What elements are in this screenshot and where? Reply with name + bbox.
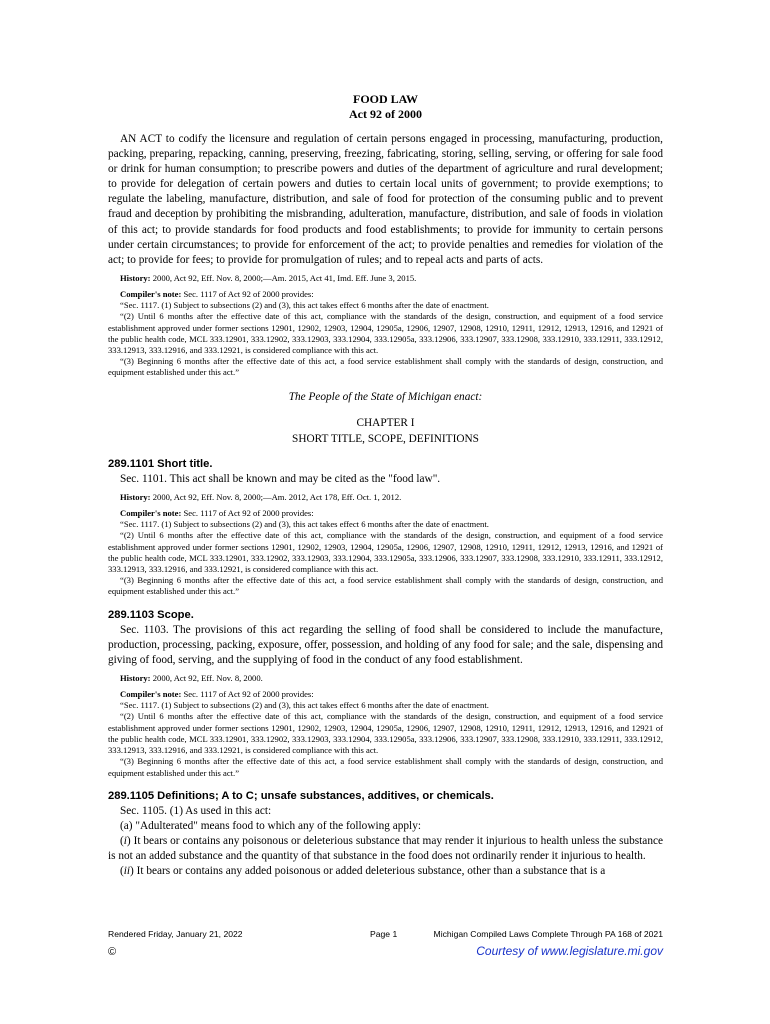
compiler-note-p3: “(3) Beginning 6 months after the effective date of this act, a food service establishment shall comply with the standards of design, construction, and equipment established under this act.” — [108, 356, 663, 378]
compiler-note — [108, 689, 663, 779]
history-text: 2000, Act 92, Eff. Nov. 8, 2000;—Am. 2012, Act 178, Eff. Oct. 1, 2012. — [152, 491, 402, 502]
compiler-note-p3: “(3) Beginning 6 months after the effective date of this act, a food service establishment shall comply with the standards of design, construction, and equipment established under this act.” — [108, 575, 663, 597]
compiler-note-intro: Sec. 1117 of Act 92 of 2000 provides: — [183, 507, 314, 518]
compiler-note-p2: “(2) Until 6 months after the effective date of this act, compliance with the standards of the design, construction, and equipment of a food service establishment approved under former sections 12901, 12902, 12903, 12904, 12905a, 12906, 12907, 12908, 12910, 12911, 12912, 12913, 12916, and 12921 of the public health code, MCL 333.12901, 333.12902, 333.12903, 333.12904, 333.12905a, 333.12906, 333.12907, 333.12908, 333.12910, 333.12911, 333.12912, 333.12913, 333.12916, and 333.12921, is considered compliance with this act. — [108, 530, 663, 574]
history-label: History: — [120, 672, 151, 683]
compiler-note-label: Compiler's note: — [120, 289, 182, 300]
history-label: History: — [120, 272, 151, 283]
item-text: ) It bears or contains any poisonous or deleterious substance that may render it injurious to health unless the substance is not an added substance and the quantity of that substance in the food does not ordinarily render it injurious to health. — [108, 834, 663, 862]
compiler-note-p2: “(2) Until 6 months after the effective date of this act, compliance with the standards of the design, construction, and equipment of a food service establishment approved under former sections 12901, 12902, 12903, 12904, 12905a, 12906, 12907, 12908, 12910, 12911, 12912, 12913, 12916, and 12921 of the public health code, MCL 333.12901, 333.12902, 333.12903, 333.12904, 333.12905a, 333.12906, 333.12907, 333.12908, 333.12910, 333.12911, 333.12912, 333.12913, 333.12916, and 333.12921, is considered compliance with this act. — [108, 711, 663, 756]
section-body-1105 — [108, 804, 663, 879]
item-number: ii — [123, 865, 131, 878]
chapter-heading — [108, 415, 663, 447]
compiler-note — [108, 289, 663, 379]
act-title-block — [108, 92, 663, 122]
compiler-note-p3: “(3) Beginning 6 months after the effective date of this act, a food service establishment shall comply with the standards of design, construction, and equipment established under this act.” — [108, 756, 663, 778]
compiler-note-p1: “Sec. 1117. (1) Subject to subsections (2) and (3), this act takes effect 6 months after the date of enactment. — [120, 300, 489, 311]
history-label: History: — [120, 491, 151, 502]
section-heading-1105: 289.1105 Definitions; A to C; unsafe substances, additives, or chemicals. — [108, 789, 494, 802]
section-history-1103 — [108, 673, 663, 684]
copyright-symbol: © — [108, 946, 117, 958]
history-text: 2000, Act 92, Eff. Nov. 8, 2000;—Am. 2015, Act 41, Imd. Eff. June 3, 2015. — [152, 272, 417, 283]
compiler-note-intro: Sec. 1117 of Act 92 of 2000 provides: — [183, 289, 314, 300]
section-heading-1101: 289.1101 Short title. — [108, 457, 213, 470]
rendered-date: Rendered Friday, January 21, 2022 — [108, 929, 243, 939]
act-preamble: AN ACT to codify the licensure and regulation of certain persons engaged in processing, manufacturing, production, packing, preparing, repacking, canning, preserving, freezing, fabricating, storing, selling, serving, or offering for sale food or drink for human consumption; to prescribe powers and duties of the department of agriculture and rural development; to provide for delegation of certain powers and duties to certain local units of government; to provide exemptions; to regulate the labeling, manufacture, distribution, and sale of food for protection of the consuming public and to prevent fraud and deception by prohibiting the misbranding, adulteration, manufacture, distribution, and sale of foods in violation of this act; to provide standards for food products and food establishments; to provide for immunity to certain persons under certain circumstances; to provide for enforcement of the act; to provide penalties and remedies for violation of the act; to provide for fees; to provide for promulgation of rules; and to repeal acts and parts of acts. — [108, 133, 663, 266]
item-text: ) It bears or contains any added poisonous or added deleterious substance, other than a substance that is a — [130, 865, 606, 878]
document-page — [108, 92, 663, 879]
section-1105-item-i: (i) It bears or contains any poisonous or deleterious substance that may render it injurious to health unless the substance is not an added substance and the quantity of that substance in the food does not ordinarily render it injurious to health. — [108, 834, 663, 862]
compiler-note-label: Compiler's note: — [120, 507, 182, 518]
chapter-name: SHORT TITLE, SCOPE, DEFINITIONS — [292, 432, 479, 445]
enacting-clause: The People of the State of Michigan enact: — [288, 390, 483, 403]
section-history-1101 — [108, 492, 663, 503]
page-number: Page 1 — [370, 929, 398, 939]
item-number: i — [123, 834, 127, 847]
section-body-1101: Sec. 1101. This act shall be known and may be cited as the "food law". — [120, 472, 441, 485]
section-1105-line: Sec. 1105. (1) As used in this act: — [120, 804, 272, 817]
chapter-number: CHAPTER I — [356, 416, 415, 429]
compiler-note-label: Compiler's note: — [120, 689, 182, 700]
section-heading-1103: 289.1103 Scope. — [108, 608, 194, 621]
act-history — [108, 273, 663, 284]
section-body-1103: Sec. 1103. The provisions of this act regarding the selling of food shall be considered to include the manufacture, production, processing, packing, exposure, offer, possession, and holding of any food for sale; and the sale, dispensing and giving of food, serving, and the supplying of food in the conduct of any food establishment. — [108, 623, 663, 666]
section-1105-item-ii: (ii) It bears or contains any added poisonous or added deleterious substance, other than a substance that is a — [120, 865, 606, 878]
courtesy-link[interactable]: Courtesy of www.legislature.mi.gov — [476, 944, 663, 958]
compiler-note — [108, 508, 663, 598]
compiler-note-p1: “Sec. 1117. (1) Subject to subsections (2) and (3), this act takes effect 6 months after the date of enactment. — [120, 700, 489, 711]
history-text: 2000, Act 92, Eff. Nov. 8, 2000. — [152, 672, 263, 683]
section-1105-line: (a) "Adulterated" means food to which any of the following apply: — [120, 819, 421, 832]
compiler-note-p2: “(2) Until 6 months after the effective date of this act, compliance with the standards of the design, construction, and equipment of a food service establishment approved under former sections 12901, 12902, 12903, 12904, 12905a, 12906, 12907, 12908, 12910, 12911, 12912, 12913, 12916, and 12921 of the public health code, MCL 333.12901, 333.12902, 333.12903, 333.12904, 333.12905a, 333.12906, 333.12907, 333.12908, 333.12910, 333.12911, 333.12912, 333.12913, 333.12916, and 333.12921, is considered compliance with this act. — [108, 311, 663, 356]
compiler-note-p1: “Sec. 1117. (1) Subject to subsections (2) and (3), this act takes effect 6 months after the date of enactment. — [120, 519, 489, 530]
act-number: Act 92 of 2000 — [349, 107, 422, 121]
source-note: Michigan Compiled Laws Complete Through PA 168 of 2021 — [433, 929, 663, 939]
act-title: FOOD LAW — [352, 92, 418, 106]
compiler-note-intro: Sec. 1117 of Act 92 of 2000 provides: — [183, 689, 314, 700]
